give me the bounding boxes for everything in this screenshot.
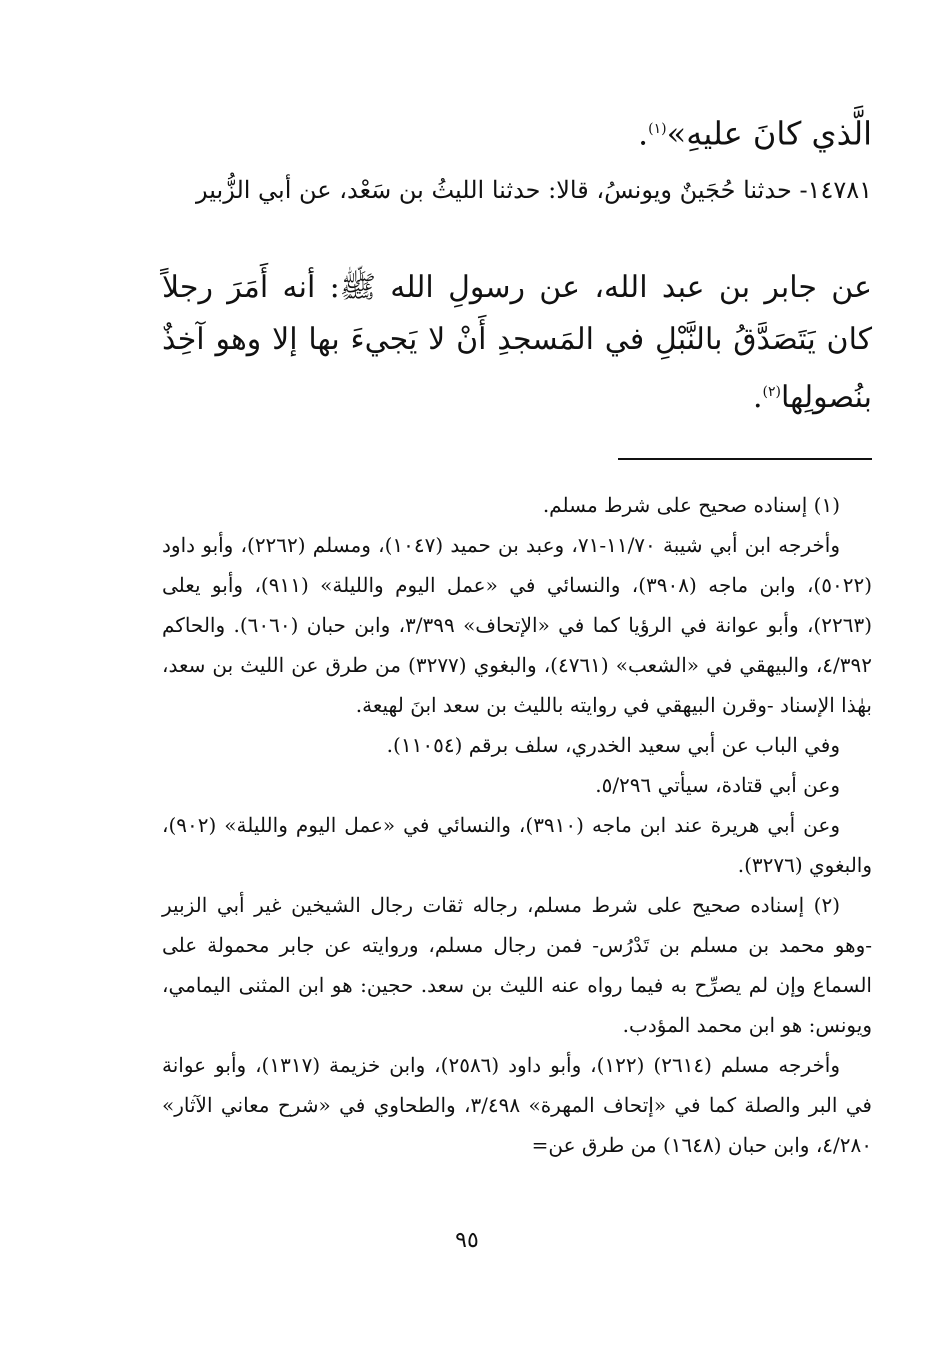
footnote-separator xyxy=(618,458,872,460)
hadith-matn xyxy=(162,262,872,424)
page-number: ٩٥ xyxy=(455,1228,479,1253)
continuation-line: الَّذي كانَ عليهِ»$^{(١)}$. xyxy=(637,114,872,153)
hadith-end: . xyxy=(752,380,763,415)
hadith-isnad xyxy=(162,170,872,210)
continuation-text: الَّذي كانَ عليهِ» xyxy=(666,114,872,153)
footnote-1-bab: وفي الباب عن أبي سعيد الخدري، سلف برقم (١١٠٥٤). xyxy=(386,733,840,757)
hadith-number: ١٤٧٨١- xyxy=(799,176,872,204)
hadith-text: عن جابر بن عبد الله، عن رسولِ الله ﷺ: أنه أَمَرَ رجلاً كان يَتَصَدَّقُ بالنَّبْلِ في المَسجدِ أَنْ لا يَجيءَ بها إلا وهو آخِذٌ بنُصولِها xyxy=(162,270,872,415)
footnote-2-takhrij: وأخرجه مسلم (٢٦١٤) (١٢٢)، وأبو داود (٢٥٨٦)، وابن خزيمة (١٣١٧)، وأبو عوانة في البر والصلة كما في «إتحاف المهرة» ٣/٤٩٨، والطحاوي في «شرح معاني الآثار» ٤/٢٨٠، وابن حبان (١٦٤٨) من طرق عن= xyxy=(162,1053,872,1157)
footnote-1-huraira: وعن أبي هريرة عند ابن ماجه (٣٩١٠)، والنسائي في «عمل اليوم والليلة» (٩٠٢)، والبغوي (٣٢٧٦). xyxy=(162,813,872,877)
footnote-1-takhrij: وأخرجه ابن أبي شيبة ١١/٧٠-٧١، وعبد بن حميد (١٠٤٧)، ومسلم (٢٢٦٢)، وأبو داود (٥٠٢٢)، وابن ماجه (٣٩٠٨)، والنسائي في «عمل اليوم والليلة» (٩١١)، وأبو يعلى (٢٢٦٣)، وأبو عوانة في الرؤيا كما في «الإتحاف» ٣/٣٩٩، وابن حبان (٦٠٦٠). والحاكم ٤/٣٩٢، والبيهقي في «الشعب» (٤٧٦١)، والبغوي (٣٢٧٧) من طرق عن الليث بن سعد، بهٰذا الإسناد -وقرن البيهقي في روايته بالليث بن سعد ابنَ لهيعة. xyxy=(162,533,872,717)
footnote-ref-2: (٢) xyxy=(762,384,781,400)
footnote-1-qatada: وعن أبي قتادة، سيأتي ٥/٢٩٦. xyxy=(595,773,840,797)
footnote-ref-1: (١) xyxy=(648,121,667,137)
hadith-intro: حدثنا حُجَينٌ ويونسُ، قالا: حدثنا الليثُ بن سَعْد، عن أبي الزُّبير xyxy=(196,176,792,204)
footnotes xyxy=(162,485,872,1165)
footnote-2-heading: (٢) إسناده صحيح على شرط مسلم، رجاله ثقات رجال الشيخين غير أبي الزبير -وهو محمد بن مسلم بن تَدْرُس- فمن رجال مسلم، وروايته عن جابر محمولة على السماع وإن لم يصرِّح به فيما رواه عنه الليث بن سعد. حجين: هو ابن المثنى اليمامي، ويونس: هو ابن محمد المؤدب. xyxy=(162,893,872,1037)
footnote-1-heading: (١) إسناده صحيح على شرط مسلم. xyxy=(542,493,840,517)
